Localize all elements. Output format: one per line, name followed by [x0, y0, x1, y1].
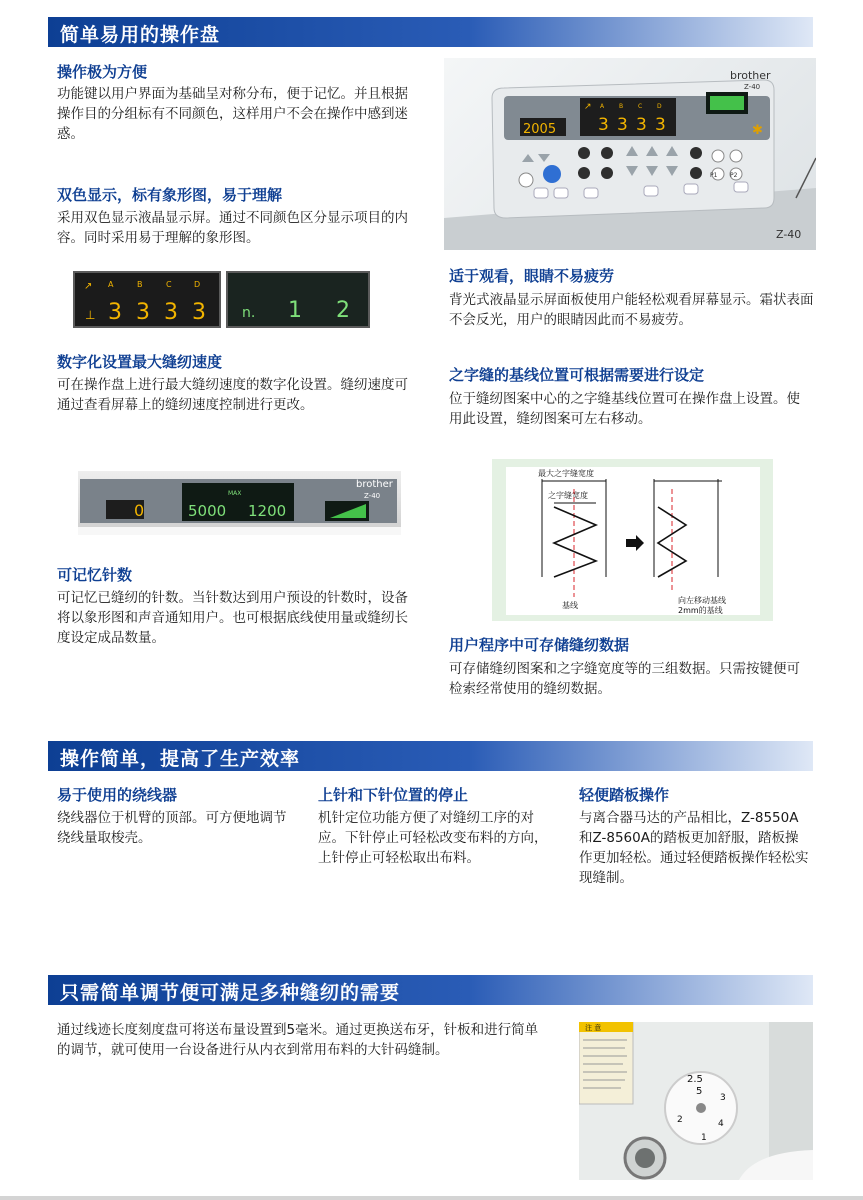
feature-text-bobbin-winder: 绕线器位于机臂的顶部。可方便地调节绕线量取梭壳。	[57, 810, 287, 846]
feature-title-needle-stop: 上针和下针位置的停止	[318, 786, 469, 804]
feature-title-light-pedal: 轻便踏板操作	[579, 786, 670, 804]
label-shift-2: 2mm的基线	[678, 606, 723, 615]
section-title: 只需简单调节便可满足多种缝纫的需要	[60, 982, 401, 1004]
feature-title-stitch-memory: 可记忆针数	[57, 566, 133, 584]
panel-digit-b: 3	[617, 115, 628, 135]
dial-mark-2: 2	[677, 1115, 683, 1125]
max-speed-value: 1200	[248, 502, 287, 520]
panel-digit-c: 3	[636, 115, 647, 135]
feature-title-max-speed: 数字化设置最大缝纫速度	[57, 353, 223, 371]
lcd-green-right: 2	[336, 298, 350, 323]
feature-title-easy-operation: 操作极为方便	[57, 63, 148, 81]
panel-needle-pictograph: ↗	[584, 102, 592, 112]
section-banner-adjustment	[48, 975, 813, 1005]
brand-logo: brother	[356, 479, 393, 490]
speed-value: 5000	[188, 502, 227, 520]
section-banner-efficiency	[48, 741, 813, 771]
panel-digit-a: 3	[598, 115, 609, 135]
label-max-width: 最大之字缝宽度	[538, 469, 594, 478]
feature-title-easy-view: 适于观看，眼睛不易疲劳	[449, 267, 615, 285]
panel-display: 2005	[523, 122, 557, 137]
panel-key-p2: P2	[730, 172, 738, 179]
panel-brand: brother	[730, 69, 771, 82]
lcd-green-left: n.	[242, 305, 256, 321]
lcd-letter-c: C	[166, 280, 172, 289]
zigzag-diagram-svg	[492, 459, 773, 621]
speed-display-svg	[78, 471, 401, 535]
lcd-photo-green	[226, 271, 370, 328]
lcd-digit-d: 3	[192, 300, 206, 325]
feature-text-baseline-setting: 位于缝纫图案中心的之字缝基线位置可在操作盘上设置。使用此设置，缝纫图案可左右移动。	[449, 391, 800, 427]
feature-text-stitch-length: 通过线迹长度刻度盘可将送布量设置到5毫米。通过更换送布牙，针板和进行简单的调节，就可使用一台设备进行从内衣到常用布料的大针码缝制。	[57, 1022, 539, 1058]
control-panel-svg	[444, 58, 816, 250]
lcd-digit-a: 3	[108, 300, 122, 325]
feature-title-user-program: 用户程序中可存储缝纫数据	[449, 636, 630, 654]
lcd-photo-green-svg	[228, 273, 368, 326]
section-banner-panel	[48, 17, 813, 47]
dial-mark-4: 4	[718, 1119, 724, 1129]
label-zigzag-width: 之字缝宽度	[548, 491, 588, 500]
panel-key-p1: P1	[710, 172, 718, 179]
feature-title-two-color-display: 双色显示，标有象形图，易于理解	[57, 186, 283, 204]
section-title: 操作简单，提高了生产效率	[60, 748, 301, 770]
feature-title-baseline-setting: 之字缝的基线位置可根据需要进行设定	[449, 366, 705, 384]
max-label: MAX	[228, 490, 242, 497]
stitch-dial-photo	[579, 1022, 813, 1180]
label-shift-1: 向左移动基线	[678, 596, 726, 605]
panel-letter-a: A	[600, 103, 605, 110]
speed-display-photo	[78, 471, 401, 535]
panel-letter-c: C	[638, 103, 643, 110]
lcd-letter-b: B	[137, 280, 143, 289]
feature-text-user-program: 可存储缝纫图案和之字缝宽度等的三组数据。只需按键便可检索经常使用的缝纫数据。	[449, 661, 800, 697]
label-baseline: 基线	[562, 601, 578, 610]
stitch-dial-svg	[579, 1022, 813, 1180]
feature-text-easy-view: 背光式液晶显示屏面板使用户能轻松观看屏幕显示。霜状表面不会反光，用户的眼睛因此而不易疲劳。	[449, 292, 814, 328]
dial-hub	[696, 1103, 706, 1113]
feature-text-max-speed: 可在操作盘上进行最大缝纫速度的数字化设置。缝纫速度可通过查看屏幕上的缝纫速度控制进行更改。	[57, 377, 408, 413]
lcd-green-mid: 1	[288, 298, 302, 323]
dial-mark-2-5: 2.5	[687, 1074, 703, 1085]
feature-text-stitch-memory: 可记忆已缝纫的针数。当针数达到用户预设的针数时，设备将以象形图和声音通知用户。也可根据底线使用量或缝纫长度设定成品数量。	[57, 590, 408, 646]
panel-model: Z-40	[744, 83, 761, 91]
dial-mark-3: 3	[720, 1093, 726, 1103]
needle-pictograph: ↗	[84, 281, 93, 292]
zigzag-baseline-diagram	[492, 459, 773, 621]
feature-text-two-color-display: 采用双色显示液晶显示屏。通过不同颜色区分显示项目的内容。同时采用易于理解的象形图。	[57, 210, 408, 246]
stitch-counter: 0	[134, 501, 145, 520]
dial-mark-1: 1	[701, 1133, 707, 1143]
lcd-photo-pictograph-svg	[75, 273, 219, 326]
feature-text-needle-stop: 机针定位功能方便了对缝纫工序的对应。下针停止可轻松改变布料的方向，上针停止可轻松取出布料。	[318, 810, 548, 866]
lcd-letter-d: D	[194, 280, 201, 289]
section-title: 简单易用的操作盘	[60, 24, 221, 46]
panel-caption: Z-40	[776, 228, 802, 241]
panel-letter-b: B	[619, 103, 624, 110]
control-panel-photo	[444, 58, 816, 250]
lcd-photo-pictograph	[73, 271, 221, 328]
lcd-letter-a: A	[108, 280, 114, 289]
sun-icon: ✱	[752, 123, 763, 138]
panel-letter-d: D	[657, 103, 662, 110]
panel-digit-d: 3	[655, 115, 666, 135]
feature-title-bobbin-winder: 易于使用的绕线器	[57, 786, 178, 804]
baseline-pictograph: ⊥	[85, 308, 96, 322]
footer-rule	[0, 1196, 863, 1200]
warning-label: 注 意	[585, 1024, 602, 1032]
feature-text-easy-operation: 功能键以用户界面为基础呈对称分布，便于记忆。并且根据操作目的分组标有不同颜色，这样用户不会在操作中感到迷惑。	[57, 86, 408, 142]
lcd-digit-b: 3	[136, 300, 150, 325]
model-label: Z-40	[364, 492, 381, 500]
lcd-digit-c: 3	[164, 300, 178, 325]
dial-mark-5: 5	[696, 1086, 703, 1097]
feature-text-light-pedal: 与离合器马达的产品相比，Z-8550A和Z-8560A的踏板更加舒服，踏板操作更加轻松。通过轻便踏板操作轻松实现缝制。	[579, 810, 809, 886]
